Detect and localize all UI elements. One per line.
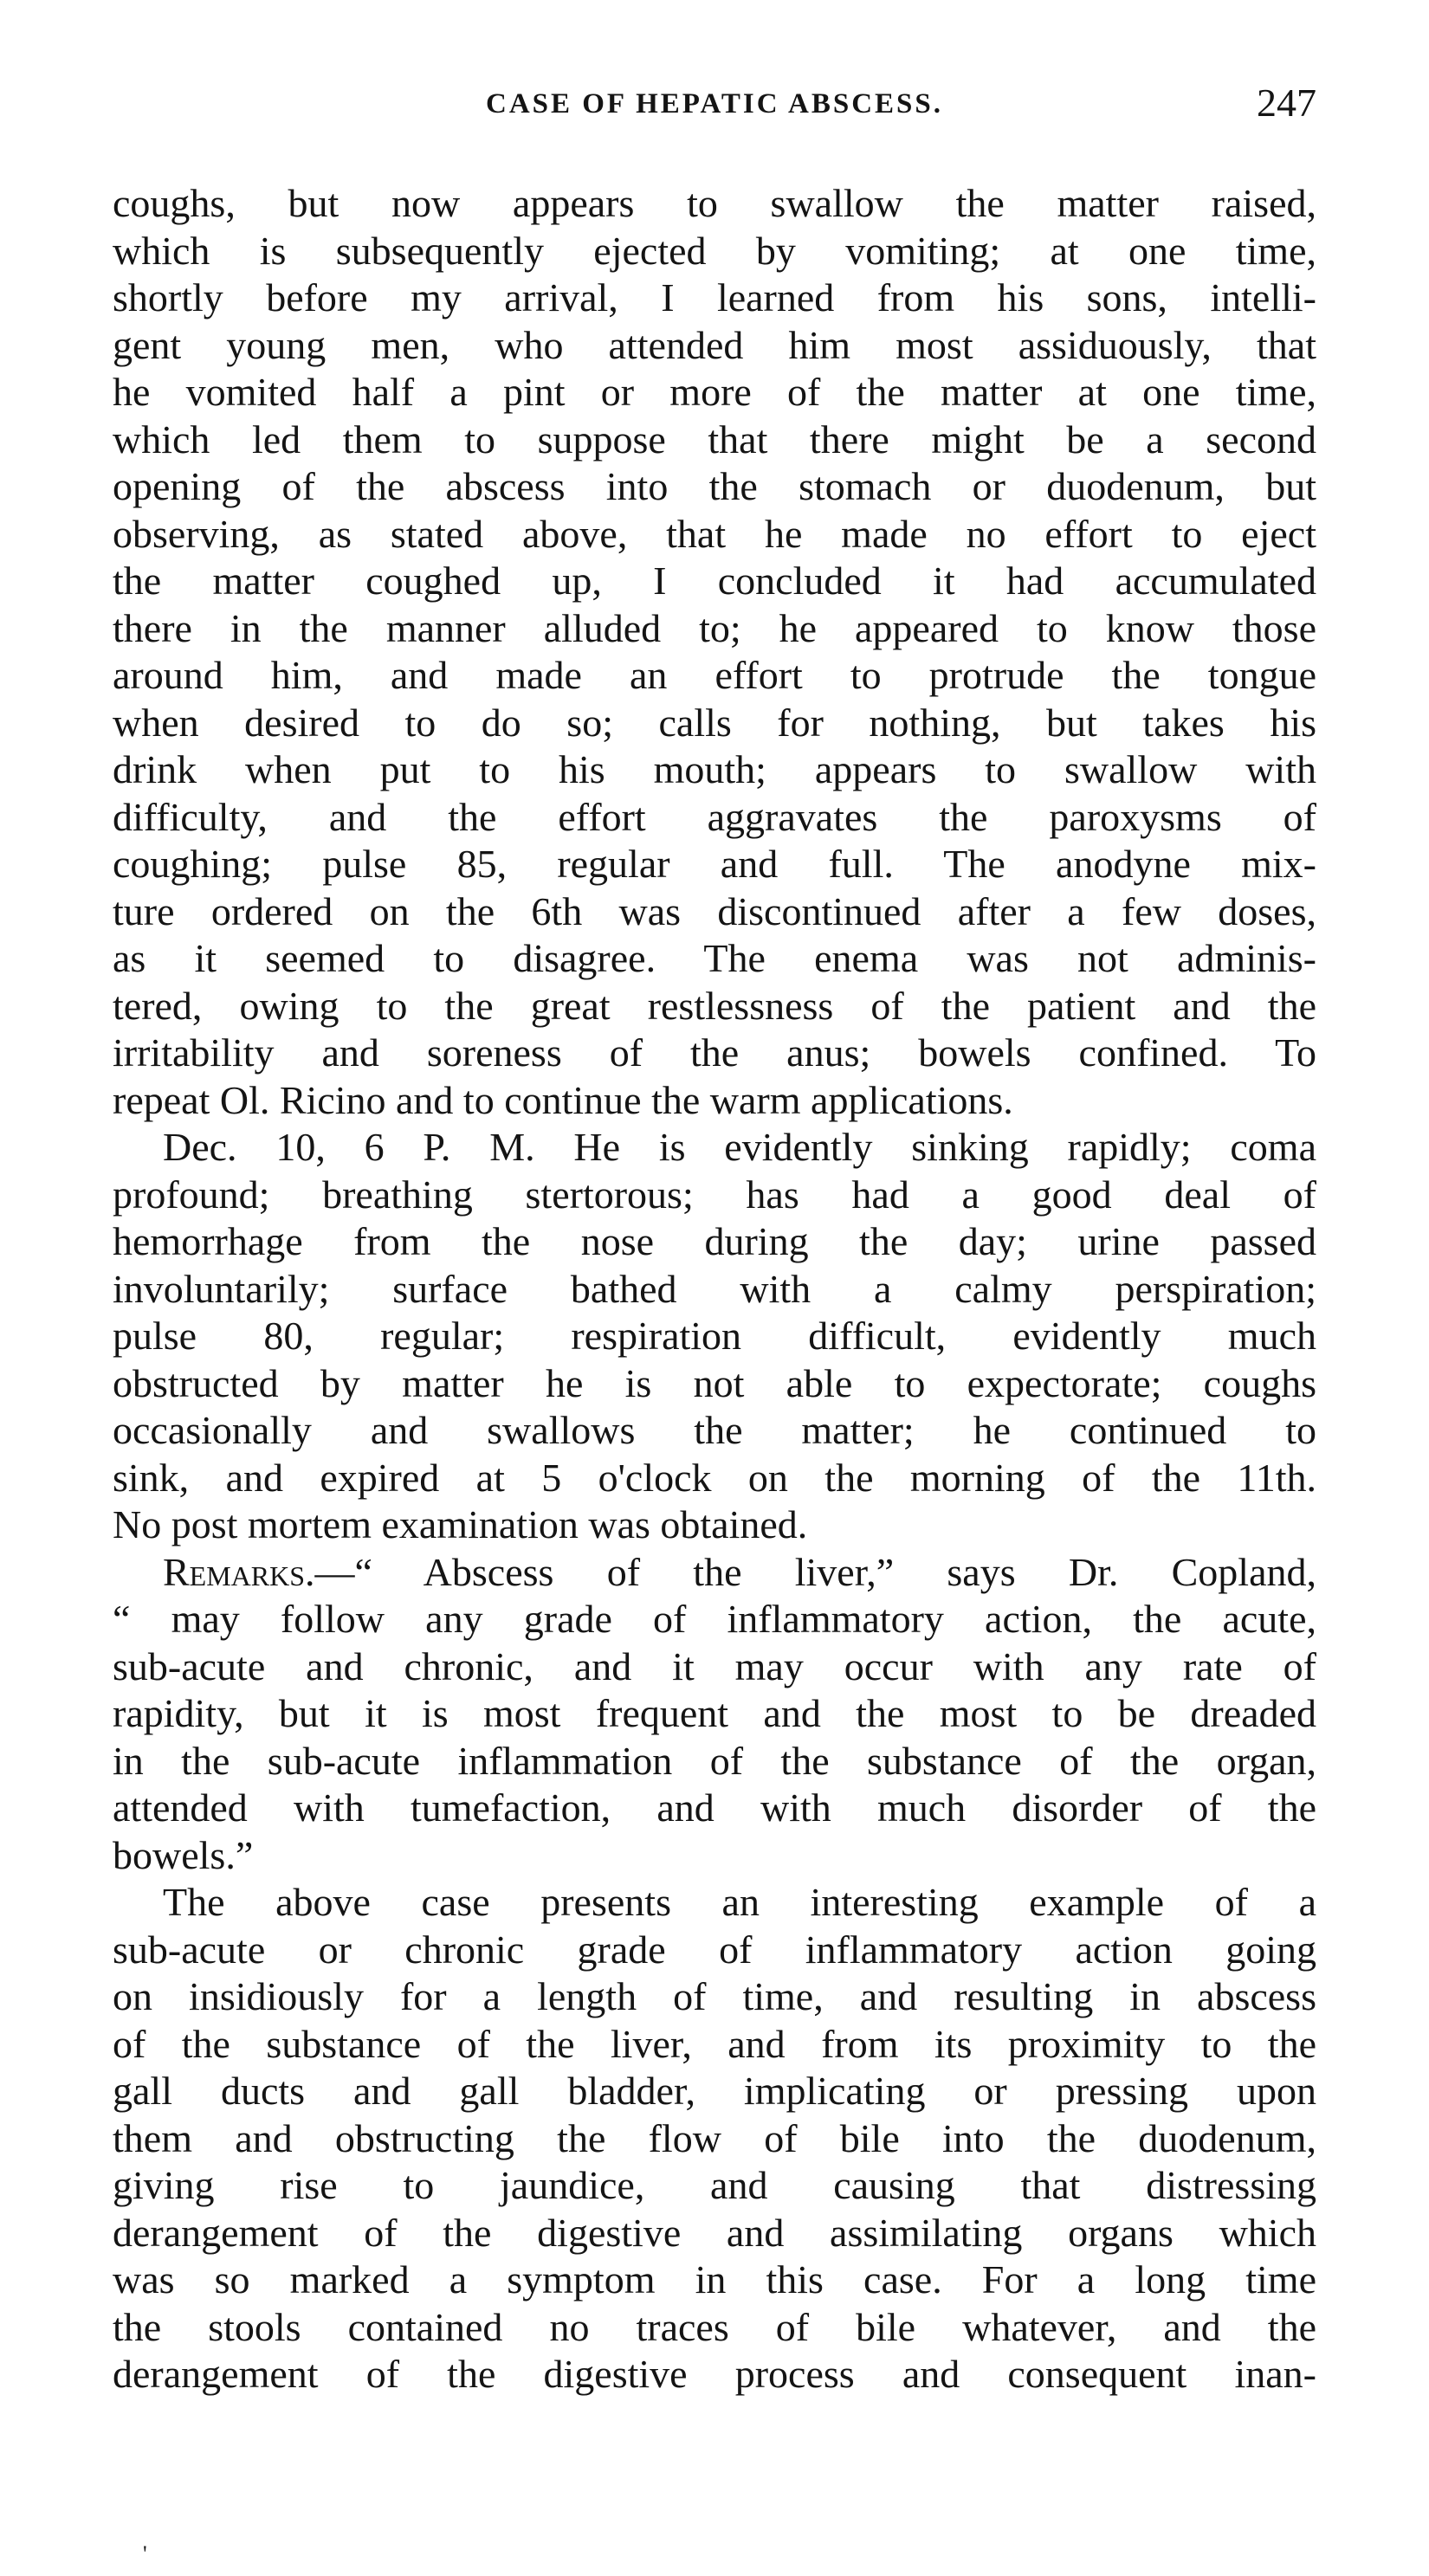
text-line: rapidity, but it is most frequent and the most to be dreaded (113, 1691, 1316, 1735)
text-line: gent young men, who attended him most assiduously, that (113, 322, 1316, 367)
running-head (113, 80, 1316, 132)
text-line: No post mortem examination was obtained. (113, 1502, 808, 1546)
text-line: sub-acute or chronic grade of inflammatory action going (113, 1927, 1316, 1972)
text-line: irritability and soreness of the anus; bowels confined. To (113, 1030, 1316, 1075)
footer-mark: ' (143, 2541, 147, 2566)
text-line: repeat Ol. Ricino and to continue the warm applications. (113, 1077, 1013, 1122)
text-line: sink, and expired at 5 o'clock on the morning of the 11th. (113, 1455, 1316, 1500)
page-number: 247 (1257, 81, 1316, 125)
text-line: Dec. 10, 6 P. M. He is evidently sinking rapidly; coma (163, 1125, 1316, 1169)
text-line: as it seemed to disagree. The enema was not adminis- (113, 936, 1316, 980)
text-line: occasionally and swallows the matter; he continued to (113, 1408, 1316, 1452)
text-line: the stools contained no traces of bile whatever, and the (113, 2304, 1316, 2349)
text-line: in the sub-acute inflammation of the substance of the organ, (113, 1738, 1316, 1783)
text-line: around him, and made an effort to protrude the tongue (113, 653, 1316, 697)
text-line: them and obstructing the flow of bile into the duodenum, (113, 2115, 1316, 2160)
text-line: profound; breathing stertorous; has had a good deal of (113, 1172, 1316, 1217)
text-line: derangement of the digestive and assimilating organs which (113, 2210, 1316, 2255)
text-line: opening of the abscess into the stomach or duodenum, but (113, 464, 1316, 508)
text-line: “ may follow any grade of inflammatory action, the acute, (113, 1597, 1316, 1641)
text-line: difficulty, and the effort aggravates the paroxysms of (113, 794, 1316, 839)
text-line: shortly before my arrival, I learned from his sons, intelli- (113, 275, 1316, 320)
text-line: tered, owing to the great restlessness of the patient and the (113, 983, 1316, 1028)
text-line: coughing; pulse 85, regular and full. The anodyne mix- (113, 842, 1316, 886)
text-line: of the substance of the liver, and from its proximity to the (113, 2021, 1316, 2066)
text-line: on insidiously for a length of time, and resulting in abscess (113, 1974, 1316, 2018)
text-line: coughs, but now appears to swallow the matter raised, (113, 181, 1316, 225)
remarks-heading: Remarks (163, 1549, 306, 1594)
text-line: was so marked a symptom in this case. For a long time (113, 2257, 1316, 2302)
text-line: there in the manner alluded to; he appeared to know those (113, 605, 1316, 650)
text-line: he vomited half a pint or more of the matter at one time, (113, 370, 1316, 414)
text-line: observing, as stated above, that he made no effort to eject (113, 511, 1316, 556)
text-line: bowels.” (113, 1832, 254, 1877)
text-line: involuntarily; surface bathed with a calmy perspiration; (113, 1266, 1316, 1311)
remarks-line: Remarks.—“ Abscess of the liver,” says Dr. Copland, (163, 1549, 1316, 1594)
body-text (113, 180, 1316, 2398)
text-line: which is subsequently ejected by vomiting; at one time, (113, 228, 1316, 273)
text-line: attended with tumefaction, and with much disorder of the (113, 1785, 1316, 1830)
text-line: drink when put to his mouth; appears to swallow with (113, 747, 1316, 791)
running-title: CASE OF HEPATIC ABSCESS. (485, 88, 943, 119)
text-line: giving rise to jaundice, and causing that distressing (113, 2163, 1316, 2207)
text-line: derangement of the digestive process and consequent inan- (113, 2352, 1316, 2396)
text-line: pulse 80, regular; respiration difficult, evidently much (113, 1314, 1316, 1358)
text-line: ture ordered on the 6th was discontinued after a few doses, (113, 888, 1316, 933)
text-line: when desired to do so; calls for nothing, but takes his (113, 700, 1316, 745)
text-line: obstructed by matter he is not able to expectorate; coughs (113, 1360, 1316, 1405)
text-line: gall ducts and gall bladder, implicating or pressing upon (113, 2069, 1316, 2113)
text-line: sub-acute and chronic, and it may occur with any rate of (113, 1643, 1316, 1688)
text-line: hemorrhage from the nose during the day; urine passed (113, 1219, 1316, 1263)
text-line: the matter coughed up, I concluded it had accumulated (113, 558, 1316, 603)
text-line: The above case presents an interesting example of a (163, 1880, 1316, 1924)
text-line: which led them to suppose that there might be a second (113, 416, 1316, 462)
